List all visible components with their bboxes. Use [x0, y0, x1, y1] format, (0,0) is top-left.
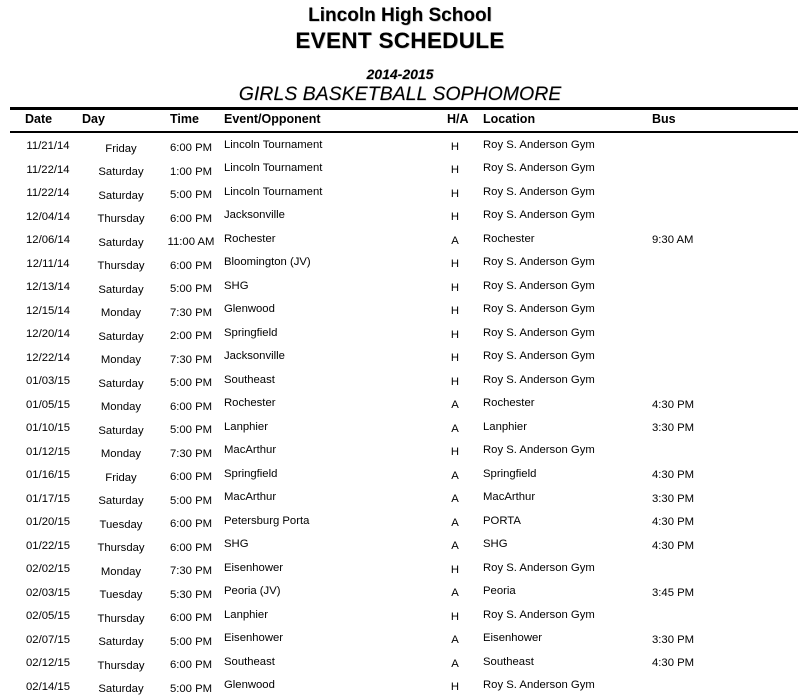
cell-date: 12/06/14 [26, 234, 70, 246]
cell-date: 02/14/15 [26, 680, 70, 693]
cell-day: Tuesday [99, 518, 143, 531]
top-divider-rule [10, 107, 798, 110]
cell-time: 6:00 PM [169, 518, 213, 530]
cell-event: Glenwood [224, 303, 275, 315]
table-header-row [0, 112, 800, 131]
cell-date: 01/17/15 [26, 492, 70, 505]
cell-location: Rochester [483, 397, 535, 409]
cell-date: 11/21/14 [26, 140, 70, 152]
cell-ha: A [451, 234, 459, 247]
cell-location: Roy S. Anderson Gym [483, 256, 595, 268]
cell-event: Petersburg Porta [224, 514, 310, 527]
cell-location: Roy S. Anderson Gym [483, 350, 595, 362]
cell-event: Lincoln Tournament [224, 162, 323, 174]
cell-ha: H [450, 187, 460, 200]
cell-day: Monday [100, 307, 142, 319]
cell-day: Friday [105, 471, 137, 484]
cell-location: Eisenhower [483, 632, 543, 644]
cell-ha: A [451, 493, 459, 505]
cell-day: Saturday [98, 330, 144, 343]
cell-date: 01/03/15 [26, 375, 70, 387]
cell-day: Saturday [98, 495, 144, 507]
cell-ha: A [451, 422, 459, 435]
cell-time: 6:00 PM [169, 612, 213, 624]
schedule-row [0, 418, 800, 442]
cell-date: 01/05/15 [26, 398, 70, 411]
cell-location: Lanphier [483, 420, 527, 433]
cell-location: Roy S. Anderson Gym [483, 444, 595, 456]
cell-event: Glenwood [224, 679, 275, 691]
cell-day: Monday [100, 354, 142, 366]
cell-ha: H [450, 305, 460, 317]
column-header-ha: H/A [447, 112, 469, 126]
cell-date: 01/22/15 [26, 539, 70, 552]
cell-ha: H [450, 211, 460, 223]
schedule-row [0, 559, 800, 583]
schedule-row [0, 254, 800, 278]
cell-ha: H [450, 446, 460, 458]
cell-event: Lanphier [224, 420, 268, 433]
schedule-row [0, 395, 800, 419]
cell-event: Bloomington (JV) [224, 256, 311, 268]
cell-time: 2:00 PM [169, 330, 213, 342]
cell-ha: H [450, 352, 460, 364]
cell-ha: A [451, 540, 459, 552]
column-header-event: Event/Opponent [224, 112, 321, 126]
cell-date: 01/16/15 [26, 469, 70, 481]
cell-event: Lincoln Tournament [224, 185, 323, 198]
cell-event: MacArthur [224, 491, 277, 503]
cell-ha: A [451, 634, 459, 646]
column-header-bus: Bus [652, 112, 676, 126]
cell-event: Southeast [224, 655, 275, 668]
schedule-row [0, 230, 800, 254]
cell-event: Springfield [224, 326, 278, 339]
cell-time: 7:30 PM [169, 565, 213, 577]
cell-location: SHG [483, 538, 508, 550]
cell-ha: H [450, 328, 460, 341]
cell-event: Southeast [224, 373, 275, 386]
cell-ha: A [451, 657, 459, 670]
cell-ha: H [450, 164, 460, 176]
cell-bus: 3:30 PM [652, 492, 695, 505]
cell-location: MacArthur [483, 491, 536, 503]
schedule-row [0, 136, 800, 160]
cell-event: Peoria (JV) [224, 585, 281, 597]
cell-location: Roy S. Anderson Gym [483, 279, 595, 292]
cell-date: 12/22/14 [26, 351, 70, 364]
cell-time: 5:00 PM [169, 494, 213, 507]
cell-event: Rochester [224, 232, 276, 245]
team-name: GIRLS BASKETBALL SOPHOMORE [238, 83, 562, 105]
cell-time: 5:00 PM [169, 635, 213, 648]
cell-time: 5:00 PM [169, 189, 213, 201]
cell-event: SHG [224, 279, 249, 292]
cell-day: Monday [100, 565, 142, 578]
cell-date: 02/02/15 [26, 563, 70, 575]
cell-date: 12/15/14 [26, 304, 70, 317]
cell-day: Thursday [97, 260, 145, 272]
cell-day: Saturday [98, 283, 144, 296]
cell-event: Springfield [224, 467, 278, 480]
cell-event: Lincoln Tournament [224, 138, 323, 151]
cell-event: Jacksonville [224, 209, 285, 221]
schedule-row [0, 489, 800, 513]
cell-location: Roy S. Anderson Gym [483, 561, 595, 574]
cell-ha: H [450, 375, 460, 388]
cell-location: Roy S. Anderson Gym [483, 373, 595, 386]
cell-day: Thursday [97, 659, 145, 672]
cell-ha: H [450, 281, 460, 294]
cell-location: Roy S. Anderson Gym [483, 162, 595, 174]
column-header-day: Day [82, 112, 105, 126]
cell-location: Rochester [483, 232, 535, 245]
cell-date: 12/20/14 [26, 328, 70, 340]
cell-date: 02/07/15 [26, 633, 70, 646]
cell-bus: 3:30 PM [652, 633, 695, 646]
document-title: EVENT SCHEDULE [295, 28, 505, 53]
cell-bus: 4:30 PM [652, 398, 695, 411]
cell-ha: H [450, 681, 460, 693]
cell-date: 12/04/14 [26, 210, 70, 223]
cell-time: 6:00 PM [169, 659, 213, 671]
cell-location: Roy S. Anderson Gym [483, 303, 595, 315]
cell-event: Eisenhower [224, 561, 284, 574]
schedule-row [0, 183, 800, 207]
cell-location: Roy S. Anderson Gym [483, 138, 595, 151]
cell-day: Saturday [98, 236, 144, 249]
cell-day: Saturday [98, 377, 144, 390]
cell-day: Thursday [97, 542, 145, 554]
cell-ha: A [451, 516, 459, 529]
cell-bus: 3:30 PM [652, 422, 695, 434]
cell-event: Jacksonville [224, 350, 285, 362]
cell-time: 6:00 PM [169, 142, 213, 154]
cell-date: 02/03/15 [26, 586, 70, 599]
cell-date: 11/22/14 [26, 163, 70, 176]
cell-ha: A [451, 399, 459, 411]
cell-bus: 9:30 AM [652, 234, 694, 246]
cell-location: Peoria [483, 585, 516, 597]
cell-time: 1:00 PM [169, 165, 213, 178]
cell-day: Tuesday [99, 589, 143, 601]
cell-day: Saturday [98, 424, 144, 437]
cell-date: 12/13/14 [26, 281, 70, 293]
cell-location: Springfield [483, 467, 537, 480]
cell-location: Southeast [483, 655, 534, 668]
cell-date: 11/22/14 [26, 187, 70, 199]
cell-ha: H [450, 140, 460, 153]
cell-time: 6:00 PM [169, 471, 213, 483]
schedule-row [0, 301, 800, 325]
schedule-row [0, 536, 800, 560]
cell-time: 5:00 PM [169, 682, 213, 695]
cell-location: Roy S. Anderson Gym [483, 209, 595, 221]
cell-bus: 4:30 PM [652, 657, 695, 669]
cell-event: Eisenhower [224, 632, 284, 644]
column-header-location: Location [483, 112, 536, 126]
cell-location: PORTA [483, 514, 521, 527]
cell-day: Thursday [97, 213, 145, 225]
cell-day: Monday [100, 448, 142, 460]
cell-bus: 4:30 PM [652, 469, 695, 481]
cell-time: 6:00 PM [169, 541, 213, 554]
schedule-row [0, 160, 800, 184]
cell-ha: H [450, 563, 460, 576]
schedule-row [0, 348, 800, 372]
cell-time: 5:00 PM [169, 424, 213, 436]
cell-day: Saturday [98, 636, 144, 648]
cell-date: 12/11/14 [26, 257, 70, 270]
cell-time: 6:00 PM [169, 212, 213, 225]
cell-date: 02/05/15 [26, 610, 70, 622]
season-label: 2014-2015 [366, 66, 434, 82]
schedule-row [0, 371, 800, 395]
cell-bus: 4:30 PM [652, 516, 695, 528]
cell-bus: 4:30 PM [652, 539, 695, 552]
cell-day: Thursday [97, 612, 145, 625]
cell-day: Monday [100, 401, 142, 413]
cell-date: 02/12/15 [26, 657, 70, 669]
cell-date: 01/12/15 [26, 445, 70, 458]
schedule-row [0, 207, 800, 231]
cell-time: 11:00 AM [167, 236, 215, 248]
cell-bus: 3:45 PM [652, 586, 695, 599]
header-divider-rule [10, 131, 798, 133]
schedule-row [0, 653, 800, 677]
cell-time: 7:30 PM [169, 306, 213, 319]
schedule-row [0, 630, 800, 654]
schedule-row [0, 442, 800, 466]
cell-ha: A [451, 587, 459, 599]
cell-location: Roy S. Anderson Gym [483, 679, 595, 691]
schedule-row [0, 324, 800, 348]
schedule-row [0, 512, 800, 536]
cell-day: Saturday [98, 166, 144, 178]
column-header-time: Time [170, 112, 199, 126]
schedule-row [0, 465, 800, 489]
cell-time: 5:30 PM [169, 588, 213, 601]
cell-date: 01/10/15 [26, 422, 70, 434]
schedule-table-body [0, 136, 800, 698]
cell-date: 01/20/15 [26, 516, 70, 528]
schedule-row [0, 277, 800, 301]
cell-ha: H [450, 258, 460, 270]
cell-location: Roy S. Anderson Gym [483, 185, 595, 198]
schedule-row [0, 606, 800, 630]
cell-time: 6:00 PM [169, 259, 213, 272]
column-header-date: Date [25, 112, 53, 126]
cell-event: Rochester [224, 397, 276, 409]
cell-time: 5:00 PM [169, 283, 213, 295]
cell-event: MacArthur [224, 444, 277, 456]
cell-location: Roy S. Anderson Gym [483, 608, 595, 621]
cell-day: Saturday [98, 189, 144, 202]
cell-ha: A [451, 469, 459, 482]
cell-day: Friday [105, 142, 137, 155]
cell-time: 7:30 PM [169, 353, 213, 366]
cell-ha: H [450, 610, 460, 623]
school-name: Lincoln High School [308, 5, 492, 26]
cell-time: 7:30 PM [169, 447, 213, 460]
cell-event: SHG [224, 538, 249, 550]
schedule-row [0, 677, 800, 698]
cell-day: Saturday [98, 683, 144, 695]
cell-time: 6:00 PM [169, 400, 213, 413]
cell-event: Lanphier [224, 608, 268, 621]
cell-location: Roy S. Anderson Gym [483, 326, 595, 339]
schedule-row [0, 583, 800, 607]
cell-time: 5:00 PM [169, 377, 213, 389]
